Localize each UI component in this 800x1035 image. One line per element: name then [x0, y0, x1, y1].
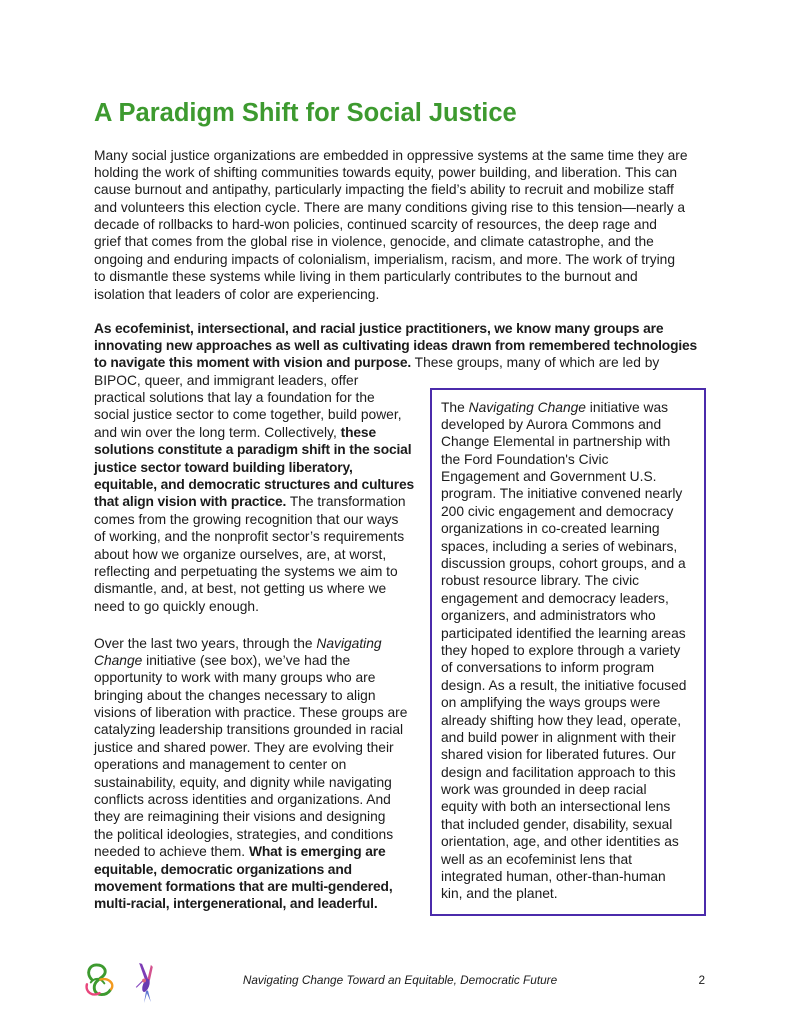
bold-text: movement formations that are multi-gendered,: [94, 878, 393, 894]
initiative-callout-box: [430, 388, 706, 916]
text-line: [94, 635, 407, 652]
text-line: [441, 642, 686, 659]
text-run: participated identified the learning areas: [441, 625, 686, 641]
text-line: [94, 286, 688, 303]
text-run: organizers, and administrators who: [441, 608, 656, 624]
text-run: need to go quickly enough.: [94, 598, 259, 614]
text-line: [441, 781, 686, 798]
text-run: robust resource library. The civic: [441, 573, 640, 589]
text-line: [94, 372, 697, 389]
text-line: [94, 861, 407, 878]
bold-text: equitable, and democratic structures and cultures: [94, 477, 415, 493]
text-run: Change Elemental in partnership with: [441, 434, 671, 450]
text-run: already shifting how they lead, operate,: [441, 712, 682, 728]
text-line: [94, 268, 688, 285]
text-run: they are reimagining their visions and designing: [94, 809, 386, 825]
text-run: initiative was: [585, 399, 669, 415]
text-run: of working, and the nonprofit sector’s requirements: [94, 529, 405, 545]
text-line: [94, 895, 407, 912]
text-run: justice and shared power. They are evolving their: [94, 739, 394, 755]
text-run: equity with both an intersectional lens: [441, 799, 671, 815]
text-run: Engagement and Government U.S.: [441, 469, 657, 485]
text-line: [441, 538, 686, 555]
text-line: [441, 468, 686, 485]
text-line: [94, 251, 688, 268]
text-run: practical solutions that lay a foundation for the: [94, 390, 375, 406]
text-run: decade of rollbacks to hard-won policies, continued scarcity of resources, the deep rage and: [94, 217, 657, 233]
text-line: [94, 687, 407, 704]
text-line: [441, 851, 686, 868]
text-run: opportunity to work with many groups who are: [94, 670, 376, 686]
text-line: [441, 816, 686, 833]
text-line: [94, 843, 407, 860]
bold-text: justice sector toward building liberatory,: [94, 459, 353, 475]
text-run: social justice sector to come together, build power,: [94, 407, 402, 423]
text-line: [441, 503, 686, 520]
text-line: [441, 572, 686, 589]
bold-text: equitable, democratic organizations and: [94, 861, 352, 877]
text-line: [441, 451, 686, 468]
text-run: The transformation: [286, 494, 406, 510]
text-run: Over the last two years, through the: [94, 635, 317, 651]
text-line: [441, 885, 686, 902]
text-run: discussion groups, cohort groups, and a: [441, 556, 686, 572]
text-run: shared vision for liberated futures. Our: [441, 747, 676, 763]
text-line: [94, 181, 688, 198]
text-line: [94, 199, 688, 216]
text-line: [441, 868, 686, 885]
text-run: organizations in co-created learning: [441, 521, 660, 537]
text-run: sustainability, equity, and dignity while navigating: [94, 774, 392, 790]
text-line: [94, 791, 407, 808]
text-line: [441, 625, 686, 642]
text-run: and volunteers this election cycle. There are many conditions giving rise to this tension—nearly a: [94, 199, 686, 215]
text-line: [94, 808, 407, 825]
text-line: [441, 833, 686, 850]
text-line: [441, 607, 686, 624]
text-line: [94, 721, 407, 738]
text-run: ongoing and enduring impacts of colonialism, imperialism, racism, and more. The work of trying: [94, 251, 676, 267]
italic-text: Change: [94, 652, 143, 668]
bold-text: multi-racial, intergenerational, and leaderful.: [94, 896, 378, 912]
text-line: [94, 320, 697, 337]
text-run: and build power in alignment with their: [441, 729, 676, 745]
text-line: [94, 337, 697, 354]
text-line: [94, 147, 688, 164]
text-line: [94, 354, 697, 371]
text-run: well as an ecofeminist lens that: [441, 851, 632, 867]
text-run: Many social justice organizations are embedded in oppressive systems at the same time they are: [94, 147, 688, 163]
text-run: BIPOC, queer, and immigrant leaders, offer: [94, 372, 359, 388]
text-line: [94, 756, 407, 773]
text-line: [94, 164, 688, 181]
bold-text: that align vision with practice.: [94, 494, 287, 510]
text-run: reflecting and perpetuating the systems we aim to: [94, 563, 398, 579]
text-run: dismantle, and, at best, not getting us where we: [94, 581, 387, 597]
text-run: bringing about the changes necessary to align: [94, 687, 376, 703]
text-line: [441, 433, 686, 450]
bold-text: solutions constitute a paradigm shift in the social: [94, 442, 412, 458]
bold-text: these: [340, 424, 376, 440]
text-line: [441, 399, 686, 416]
page-number: 2: [698, 973, 705, 987]
text-run: of conversations to inform program: [441, 660, 655, 676]
bold-text: As ecofeminist, intersectional, and racial justice practitioners, we know many groups are: [94, 320, 664, 336]
text-run: program. The initiative convened nearly: [441, 486, 683, 502]
text-run: operations and management to center on: [94, 757, 347, 773]
text-run: 200 civic engagement and democracy: [441, 503, 674, 519]
text-run: work was grounded in deep racial: [441, 782, 647, 798]
text-run: to dismantle these systems while living in them particularly contributes to the burnout and: [94, 269, 638, 285]
navigating-change-paragraph: [94, 635, 407, 913]
text-run: on amplifying the ways groups were: [441, 695, 661, 711]
text-run: orientation, age, and other identities as: [441, 834, 679, 850]
text-line: [441, 485, 686, 502]
text-line: [94, 652, 407, 669]
italic-text: Navigating Change: [468, 399, 586, 415]
footer-running-title: Navigating Change Toward an Equitable, Democratic Future: [242, 973, 558, 987]
text-line: [441, 694, 686, 711]
text-line: [441, 729, 686, 746]
text-line: [94, 739, 407, 756]
text-run: the political ideologies, strategies, and conditions: [94, 826, 394, 842]
text-run: design and facilitation approach to this: [441, 764, 676, 780]
text-run: they hoped to explore through a variety: [441, 642, 681, 658]
text-line: [94, 774, 407, 791]
text-run: about how we organize ourselves, are, at worst,: [94, 546, 387, 562]
text-run: holding the work of shifting communities towards equity, power building, and liberation. This can: [94, 164, 678, 180]
page-title: A Paradigm Shift for Social Justice: [94, 99, 517, 127]
text-line: [441, 520, 686, 537]
text-line: [441, 659, 686, 676]
text-line: [441, 416, 686, 433]
text-run: initiative (see box), we’ve had the: [142, 652, 351, 668]
callout-text: [441, 399, 686, 903]
text-line: [94, 826, 407, 843]
text-run: spaces, including a series of webinars,: [441, 538, 678, 554]
text-line: [94, 233, 688, 250]
text-run: catalyzing leadership transitions grounded in racial: [94, 722, 404, 738]
text-run: grief that comes from the global rise in violence, genocide, and climate catastrophe, and the: [94, 234, 654, 250]
text-run: engagement and democracy leaders,: [441, 590, 669, 606]
intro-paragraph: [94, 147, 688, 304]
text-line: [441, 677, 686, 694]
text-run: integrated human, other-than-human: [441, 869, 666, 885]
text-run: These groups, many of which are led by: [411, 355, 660, 371]
text-run: conflicts across identities and organizations. And: [94, 792, 391, 808]
text-run: visions of liberation with practice. These groups are: [94, 705, 408, 721]
text-run: comes from the growing recognition that our ways: [94, 511, 399, 527]
text-run: design. As a result, the initiative focused: [441, 677, 687, 693]
text-line: [94, 216, 688, 233]
text-run: cause burnout and antipathy, particularly impacting the field’s ability to recruit and mobilize staff: [94, 182, 674, 198]
bold-text: to navigate this moment with vision and purpose.: [94, 355, 412, 371]
text-run: kin, and the planet.: [441, 886, 558, 902]
text-run: that included gender, disability, sexual: [441, 816, 673, 832]
text-line: [441, 764, 686, 781]
text-run: The: [441, 399, 469, 415]
text-line: [441, 712, 686, 729]
text-run: developed by Aurora Commons and: [441, 416, 662, 432]
text-run: needed to achieve them.: [94, 844, 249, 860]
italic-text: Navigating: [316, 635, 382, 651]
text-line: [441, 590, 686, 607]
text-run: and win over the long term. Collectively,: [94, 424, 341, 440]
text-run: isolation that leaders of color are experiencing.: [94, 286, 380, 302]
text-line: [441, 798, 686, 815]
text-line: [441, 555, 686, 572]
bold-text: innovating new approaches as well as cultivating ideas drawn from remembered technologies: [94, 337, 698, 353]
text-line: [441, 746, 686, 763]
text-run: the Ford Foundation's Civic: [441, 451, 609, 467]
text-line: [94, 669, 407, 686]
text-line: [94, 704, 407, 721]
bold-text: What is emerging are: [248, 844, 386, 860]
text-line: [94, 878, 407, 895]
